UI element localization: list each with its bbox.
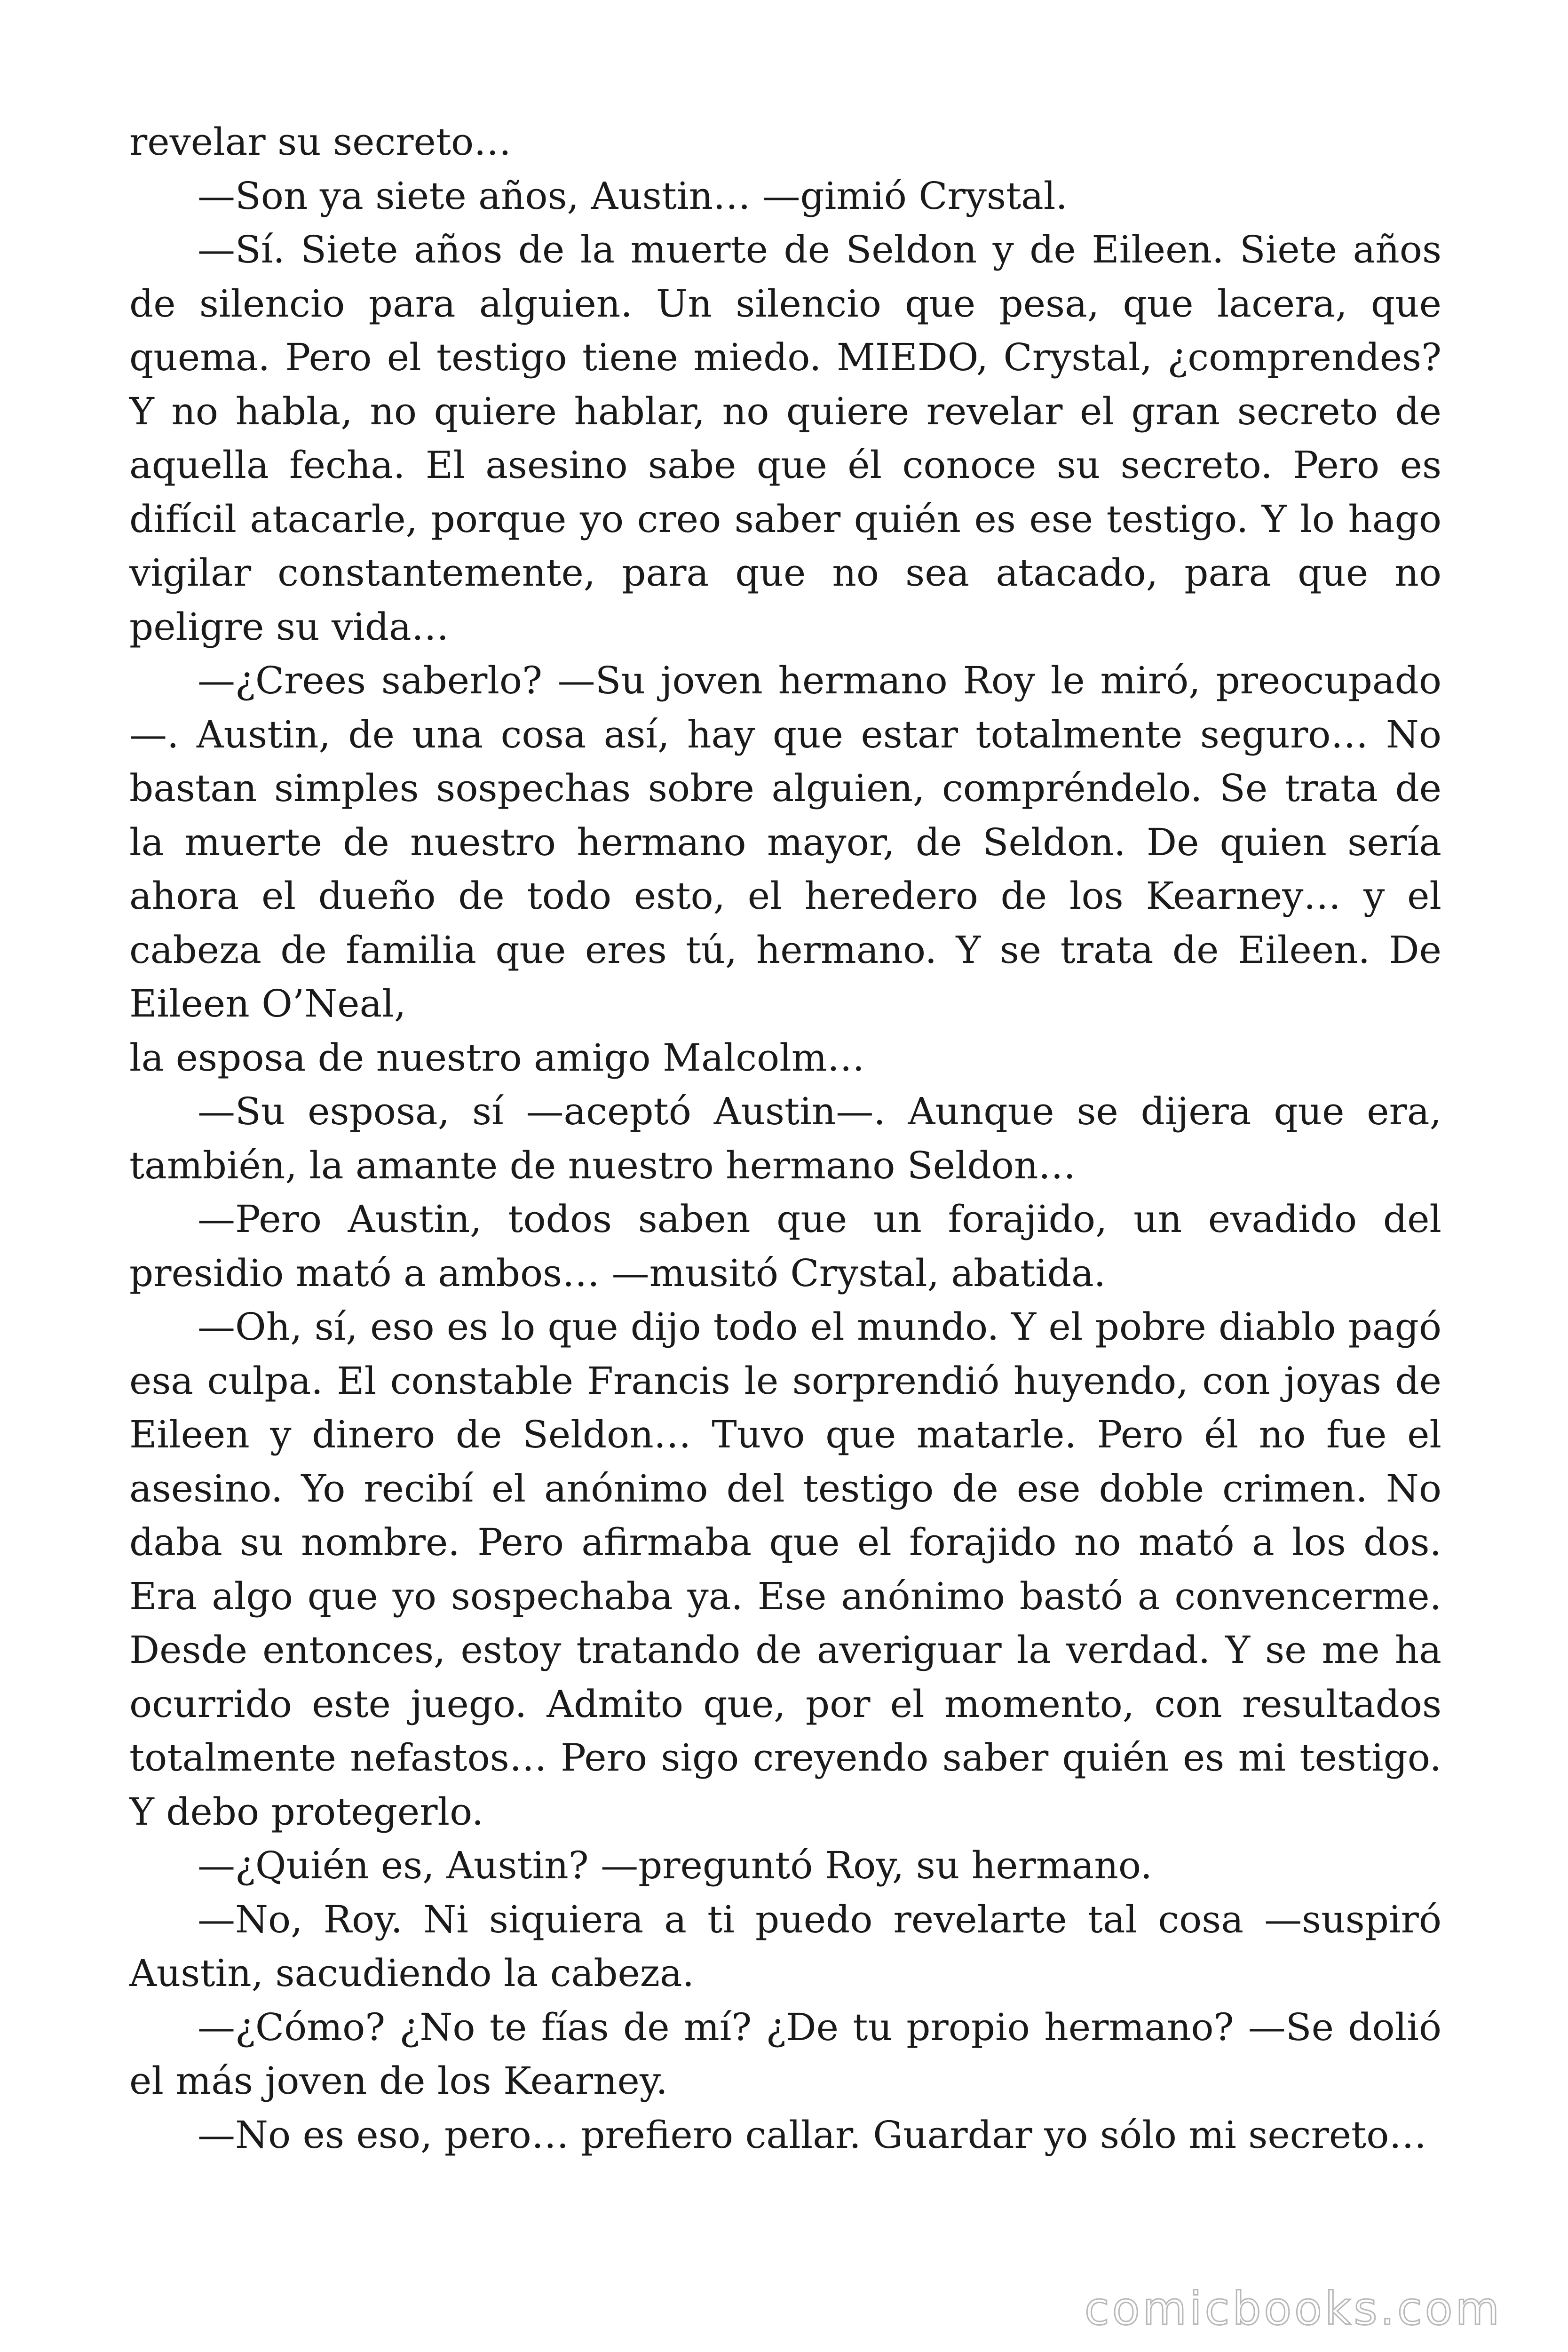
paragraph-1: revelar su secreto… bbox=[129, 120, 512, 164]
paragraph-7: —Pero Austin, todos saben que un forajido, un evadido del presidio mató a ambos… —musitó Crystal, abatida. bbox=[129, 1197, 1441, 1295]
page-text bbox=[129, 115, 1441, 2162]
paragraph-10: —No, Roy. Ni siquiera a ti puedo revelarte tal cosa —suspiró Austin, sacudiendo la cabeza. bbox=[129, 1897, 1441, 1995]
paragraph-3: —Sí. Siete años de la muerte de Seldon y de Eileen. Siete años de silencio para alguien. Un silencio que pesa, que lacera, que quema. Pero el testigo tiene miedo. MIEDO, Crystal, ¿comprendes? Y no habla, no quiere hablar, no quiere revelar el gran secreto de aquella fecha. El asesino sabe que él conoce su secreto. Pero es difícil atacarle, porque yo creo saber quién es ese testigo. Y lo hago vigilar constantemente, para que no sea atacado, para que no peligre su vida… bbox=[129, 228, 1441, 649]
watermark-logo: comicbooks.com bbox=[1084, 2282, 1502, 2335]
paragraph-4: —¿Crees saberlo? —Su joven hermano Roy le miró, preocupado —. Austin, de una cosa así, hay que estar totalmente seguro… No bastan simples sospechas sobre alguien, compréndelo. Se trata de la muerte de nuestro hermano mayor, de Seldon. De quien sería ahora el dueño de todo esto, el heredero de los Kearney… y el cabeza de familia que eres tú, hermano. Y se trata de Eileen. De Eileen O’Neal, bbox=[129, 659, 1441, 1025]
paragraph-6: —Su esposa, sí —aceptó Austin—. Aunque se dijera que era, también, la amante de nuestro hermano Seldon… bbox=[129, 1089, 1441, 1187]
paragraph-9: —¿Quién es, Austin? —preguntó Roy, su hermano. bbox=[198, 1843, 1153, 1887]
paragraph-12: —No es eso, pero… prefiero callar. Guardar yo sólo mi secreto… bbox=[198, 2113, 1427, 2157]
paragraph-11: —¿Cómo? ¿No te fías de mí? ¿De tu propio hermano? —Se dolió el más joven de los Kearney. bbox=[129, 2005, 1441, 2103]
paragraph-5: la esposa de nuestro amigo Malcolm… bbox=[129, 1035, 865, 1080]
paragraph-2: —Son ya siete años, Austin… —gimió Crystal. bbox=[198, 174, 1068, 218]
paragraph-8: —Oh, sí, eso es lo que dijo todo el mundo. Y el pobre diablo pagó esa culpa. El constable Francis le sorprendió huyendo, con joyas de Eileen y dinero de Seldon… Tuvo que matarle. Pero él no fue el asesino. Yo recibí el anónimo del testigo de ese doble crimen. No daba su nombre. Pero afirmaba que el forajido no mató a los dos. Era algo que yo sospechaba ya. Ese anónimo bastó a convencerme. Desde entonces, estoy tratando de averiguar la verdad. Y se me ha ocurrido este juego. Admito que, por el momento, con resultados totalmente nefastos… Pero sigo creyendo saber quién es mi testigo. Y debo protegerlo. bbox=[129, 1305, 1441, 1834]
